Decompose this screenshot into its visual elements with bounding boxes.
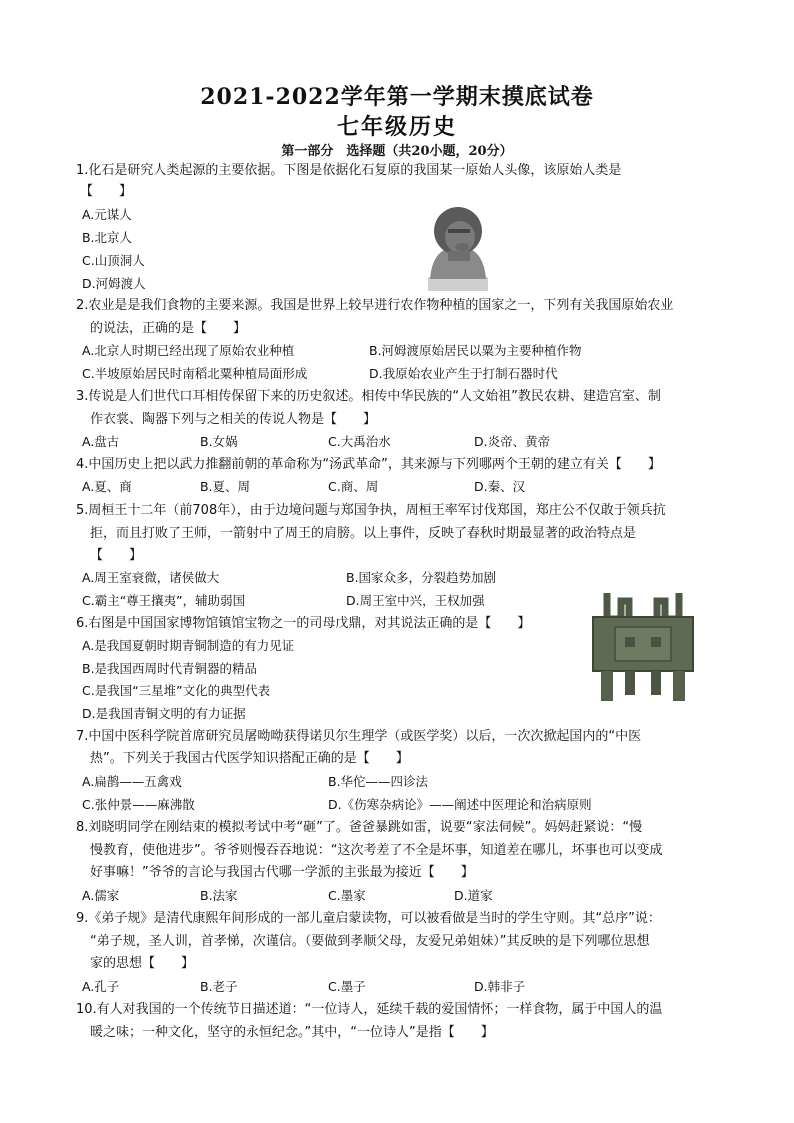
q3-option-c: C.大禹治水: [328, 434, 391, 449]
q4-option-a: A.夏、商: [82, 479, 132, 494]
q5-stem-line3: 【 】: [90, 548, 143, 563]
q7-option-b: B.华佗——四诊法: [328, 774, 429, 789]
q5-option-d: D.周王室中兴，王权加强: [346, 593, 485, 608]
q2-option-a: A.北京人时期已经出现了原始农业种植: [82, 343, 295, 358]
simuwu-ding-image: [585, 585, 701, 705]
q4-option-d: D.秦、汉: [474, 479, 526, 494]
q1-stem-line1: 1.化石是研究人类起源的主要依据。下图是依据化石复原的我国某一原始人头像，该原始人类是: [76, 163, 622, 178]
q8-option-d: D.道家: [454, 888, 493, 903]
q9-stem-line2: “弟子规，圣人训，首孝悌，次谨信。（要做到孝顺父母，友爱兄弟姐妹）”其反映的是下列哪位思想: [90, 934, 650, 949]
exam-subtitle: 七年级历史: [336, 114, 457, 140]
q7-option-c: C.张仲景——麻沸散: [82, 797, 195, 812]
q4-stem-line1: 4.中国历史上把以武力推翻前朝的革命称为“汤武革命”，其来源与下列哪两个王朝的建立有关【 】: [76, 457, 661, 472]
q9-stem-line3: 家的思想【 】: [90, 956, 195, 971]
q3-stem-line2: 作衣裳、陶器下列与之相关的传说人物是【 】: [90, 412, 377, 427]
q3-option-a: A.盘古: [82, 434, 120, 449]
q8-stem-line3: 好事嘛！”爷爷的言论与我国古代哪一学派的主张最为接近【 】: [90, 865, 474, 880]
q2-option-d: D.我原始农业产生于打制石器时代: [369, 366, 558, 381]
q8-option-a: A.儒家: [82, 888, 120, 903]
q2-option-c: C.半坡原始居民时南稻北粟种植局面形成: [82, 366, 308, 381]
q3-option-d: D.炎帝、黄帝: [474, 434, 551, 449]
q8-option-b: B.法家: [200, 888, 238, 903]
q9-option-d: D.韩非子: [474, 979, 526, 994]
q8-stem-line2: 慢教育，使他进步”。爷爷则慢吞吞地说：“这次考差了不全是坏事，知道差在哪儿，坏事也可以变成: [90, 843, 663, 858]
q6-option-b: B.是我国西周时代青铜器的精品: [82, 661, 258, 676]
q1-option-b: B.北京人: [82, 230, 133, 245]
q4-option-c: C.商、周: [328, 479, 379, 494]
q6-stem-line1: 6.右图是中国国家博物馆镇馆宝物之一的司母戊鼎，对其说法正确的是【 】: [76, 616, 531, 631]
q6-option-c: C.是我国“三星堆”文化的典型代表: [82, 683, 271, 698]
q5-option-b: B.国家众多，分裂趋势加剧: [346, 570, 497, 585]
q3-option-b: B.女娲: [200, 434, 238, 449]
q6-option-a: A.是我国夏朝时期青铜制造的有力见证: [82, 638, 295, 653]
q7-option-a: A.扁鹊——五禽戏: [82, 774, 182, 789]
q9-stem-line1: 9.《弟子规》是清代康熙年间形成的一部儿童启蒙读物，可以被看做是当时的学生守则。其“总序”说：: [76, 911, 661, 926]
q7-stem-line2: 热”。下列关于我国古代医学知识搭配正确的是【 】: [90, 751, 409, 766]
q2-option-b: B.河姆渡原始居民以粟为主要种植作物: [369, 343, 582, 358]
q1-option-c: C.山顶洞人: [82, 253, 145, 268]
q1-option-a: A.元谋人: [82, 207, 132, 222]
q8-stem-line1: 8.刘晓明同学在刚结束的模拟考试中考“砸”了。爸爸暴跳如雷，说要“家法伺候”。妈妈赶紧说：“慢: [76, 820, 643, 835]
section-heading: 第一部分 选择题（共20小题，20分）: [281, 144, 513, 159]
q3-stem-line1: 3.传说是人们世代口耳相传保留下来的历史叙述。相传中华民族的“人文始祖”教民农耕、建造宫室、制: [76, 389, 661, 404]
exam-title: 2021-2022学年第一学期末摸底试卷: [200, 84, 594, 110]
primitive-man-bust-image: [418, 205, 498, 293]
q5-option-c: C.霸主“尊王攘夷”，辅助弱国: [82, 593, 246, 608]
q6-option-d: D.是我国青铜文明的有力证据: [82, 706, 246, 721]
q1-stem-line2: 【 】: [80, 184, 133, 199]
q5-option-a: A.周王室衰微，诸侯做大: [82, 570, 220, 585]
q9-option-b: B.老子: [200, 979, 238, 994]
q2-stem-line1: 2.农业是是我们食物的主要来源。我国是世界上较早进行农作物种植的国家之一，下列有关我国原始农业: [76, 298, 674, 313]
q4-option-b: B.夏、周: [200, 479, 251, 494]
q2-stem-line2: 的说法，正确的是【 】: [90, 321, 247, 336]
q10-stem-line1: 10.有人对我国的一个传统节日描述道：“一位诗人，延续千载的爱国情怀；一样食物，属于中国人的温: [76, 1002, 663, 1017]
q8-option-c: C.墨家: [328, 888, 366, 903]
q9-option-a: A.孔子: [82, 979, 120, 994]
q5-stem-line2: 拒，而且打败了王师，一箭射中了周王的肩膀。以上事件，反映了春秋时期最显著的政治特点是: [90, 526, 637, 541]
q9-option-c: C.墨子: [328, 979, 366, 994]
q7-stem-line1: 7.中国中医科学院首席研究员屠呦呦获得诺贝尔生理学（或医学奖）以后，一次次掀起国内的“中医: [76, 729, 642, 744]
q10-stem-line2: 暖之味；一种文化，坚守的永恒纪念。”其中，“一位诗人”是指【 】: [90, 1025, 494, 1040]
q7-option-d: D.《伤寒杂病论》——阐述中医理论和治病原则: [328, 797, 592, 812]
q5-stem-line1: 5.周桓王十二年（前708年），由于边境问题与郑国争执，周桓王率军讨伐郑国，郑庄公不仅敢于领兵抗: [76, 503, 666, 518]
q1-option-d: D.河姆渡人: [82, 276, 146, 291]
